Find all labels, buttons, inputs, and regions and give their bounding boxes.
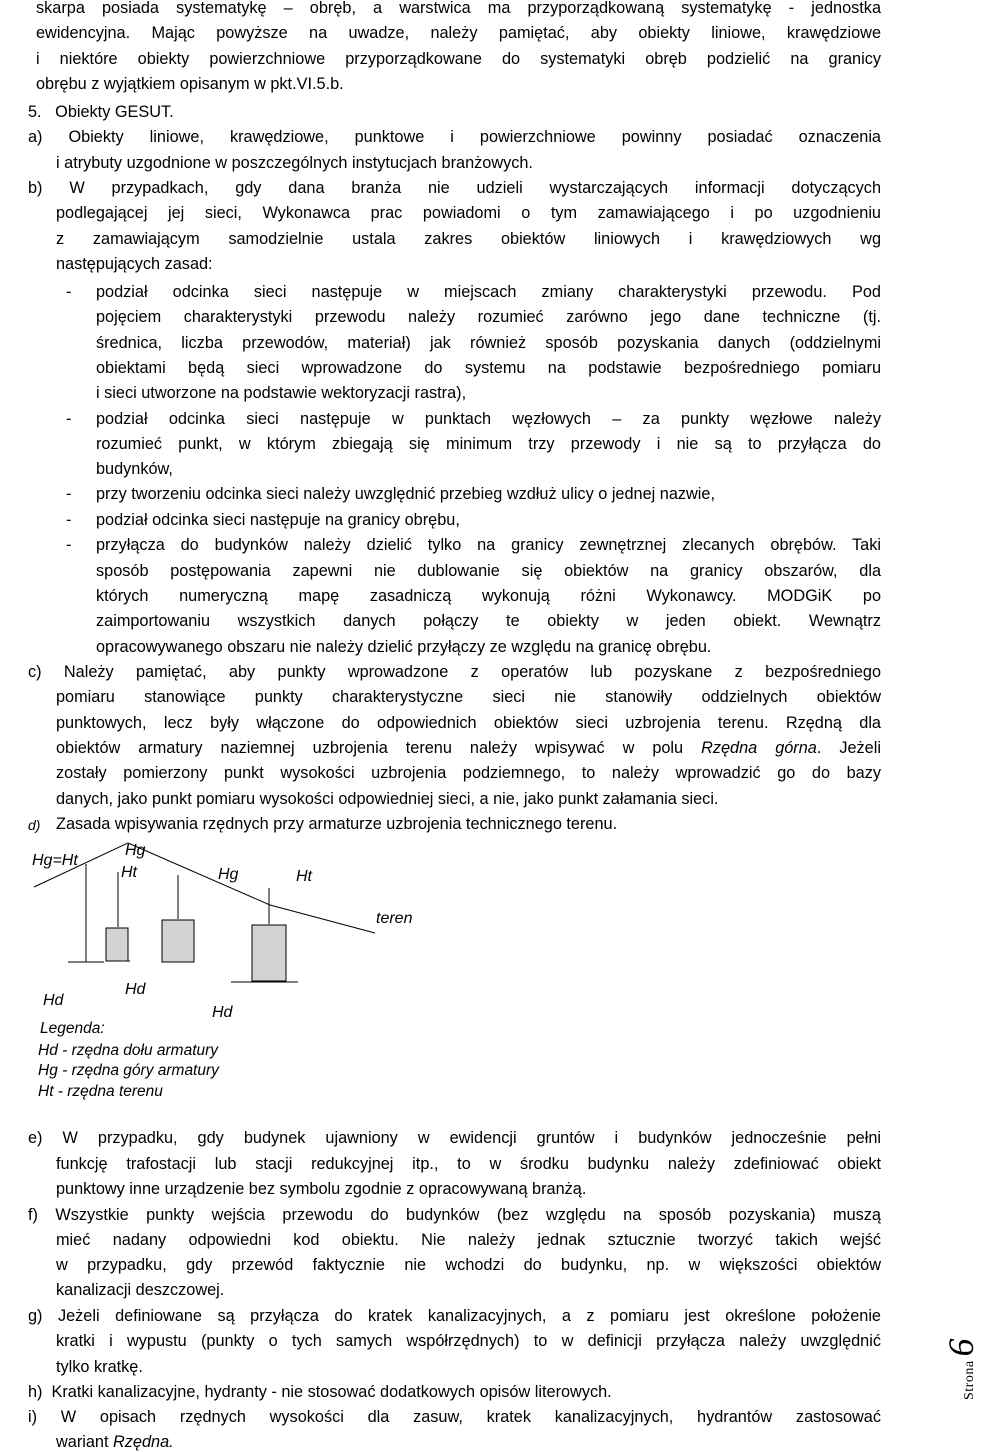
bullet2-line-1: podział odcinka sieci następuje w punktach węzłowych – za punkty węzłowe należy <box>96 410 881 428</box>
bullet3-line-1: przy tworzeniu odcinka sieci należy uwzględnić przebieg wzdłuż ulicy o jednej nazwie, <box>96 485 715 503</box>
bullet1-line-4: obiektami będą sieci wprowadzone do systemu na podstawie bezpośredniego pomiaru <box>96 359 881 377</box>
label-ht: Ht <box>296 868 312 885</box>
item-e-line-1: e) W przypadku, gdy budynek ujawniony w ewidencji gruntów i budynków jednocześnie pełni <box>28 1129 881 1147</box>
item-c-line-3: punktowych, lecz były włączone do odpowiednich obiektów sieci uzbrojenia terenu. Rzędną dla <box>56 714 881 732</box>
label-ht: Ht <box>121 864 137 881</box>
item-f-line-3: w przypadku, gdy przewód faktycznie nie wchodzi do budynku, np. w większości obiektów <box>56 1256 881 1274</box>
bullet5-line-2: sposób postępowania zapewni nie dublowanie się obiektów na granicy obszarów, dla <box>96 562 881 580</box>
bullet1-line-1: podział odcinka sieci następuje w miejscach zmiany charakterystyki przewodu. Pod <box>96 283 881 301</box>
legend-item: Hg - rzędna góry armatury <box>38 1062 219 1079</box>
legend-title: Legenda: <box>40 1020 105 1037</box>
bullet4-line-1: podział odcinka sieci następuje na granicy obrębu, <box>96 511 460 529</box>
item-f-line-2: mieć nadany odpowiedni kod obiektu. Nie należy jednak sztucznie tworzyć takich wejść <box>56 1231 881 1249</box>
intro-line-2: ewidencyjna. Mając powyższe na uwadze, należy pamiętać, aby obiekty liniowe, krawędziowe <box>36 24 881 42</box>
item-e-line-3: punktowy inne urządzenie bez symbolu zgodnie z opracowywaną branżą. <box>56 1180 587 1198</box>
label-hd: Hd <box>43 992 64 1009</box>
item-c-line-6: danych, jako punkt pomiaru wysokości odpowiedniej sieci, a nie, jako punkt załamania sieci. <box>56 790 719 808</box>
item-g-line-2: kratki i wypustu (punkty o tych samych współrzędnych) to w definicji przyłącza należy uwzględnić <box>56 1332 881 1350</box>
bullet1-line-3: średnica, liczba przewodów, materiał) jak również sposób pozyskania danych (oddzielnymi <box>96 334 881 352</box>
legend-item: Hd - rzędna dołu armatury <box>38 1042 219 1059</box>
page-number <box>940 1338 982 1400</box>
intro-line-1: skarpa posiada systematykę – obręb, a warstwica ma przyporządkowaną systematykę - jednostka <box>36 0 881 17</box>
bullet5-line-3: których numeryczną mapę zasadniczą wykonują różni Wykonawcy. MODGiK po <box>96 587 881 605</box>
item-b-line-1: b) W przypadkach, gdy dana branża nie udzieli wystarczających informacji dotyczących <box>28 179 881 197</box>
item-c-line-5: zostały pomierzony punkt wysokości uzbrojenia podziemnego, to należy wprowadzić go do bazy <box>56 764 881 782</box>
intro-line-3: i niektóre obiekty powierzchniowe przyporządkowane do systematyki obręb podzielić na granicy <box>36 50 881 68</box>
item-i-line-2 <box>56 1432 174 1452</box>
item-c-line-2: pomiaru stanowiące punkty charakterystyczne sieci nie stanowiły oddzielnych obiektów <box>56 688 881 706</box>
intro-line-4: obrębu z wyjątkiem opisanym w pkt.VI.5.b. <box>36 75 344 93</box>
item-c-line-4-end: . Jeżeli <box>816 739 881 757</box>
item-d-line-1: Zasada wpisywania rzędnych przy armaturze uzbrojenia technicznego terenu. <box>56 815 618 833</box>
armature-box <box>252 925 286 981</box>
item-c-line-4 <box>56 738 881 758</box>
page-number-value: 6 <box>941 1338 981 1357</box>
item-f-line-4: kanalizacji deszczowej. <box>56 1281 225 1299</box>
bullet-dash: - <box>66 511 72 529</box>
label-hd: Hd <box>212 1004 233 1021</box>
bullet-dash: - <box>66 410 72 428</box>
item-d-letter: d) <box>28 817 41 833</box>
item-i-line-2-text: wariant <box>56 1433 114 1451</box>
bullet2-line-2: rozumieć punkt, w którym zbiegają się minimum trzy przewody i nie są to przyłącza do <box>96 435 881 453</box>
armature-box <box>106 928 128 961</box>
item-c-line-1: c) Należy pamiętać, aby punkty wprowadzone z operatów lub pozyskane z bezpośredniego <box>28 663 881 681</box>
bullet5-line-4: zaimportowaniu wszystkich danych połączy te obiekty w jeden obiekt. Wewnątrz <box>96 612 881 630</box>
item-a-line-2: i atrybuty uzgodnione w poszczególnych instytucjach branżowych. <box>56 154 533 172</box>
legend-item: Ht - rzędna terenu <box>38 1083 163 1100</box>
item-b-line-3: z zamawiającym samodzielnie ustala zakres obiektów liniowych i krawędziowych wg <box>56 230 881 248</box>
item-a-line-1: a) Obiekty liniowe, krawędziowe, punktowe i powierzchniowe powinny posiadać oznaczenia <box>28 128 881 146</box>
item-e-line-2: funkcję trafostacji lub stacji redukcyjnej itp., to w środku budynku należy zdefiniować obiekt <box>56 1155 881 1173</box>
item-i-line-1: i) W opisach rzędnych wysokości dla zasuw, kratek kanalizacyjnych, hydrantów zastosować <box>28 1408 881 1426</box>
bullet-dash: - <box>66 283 72 301</box>
label-hg-eq-ht: Hg=Ht <box>32 852 78 869</box>
bullet5-line-5: opracowywanego obszaru nie należy dzielić przyłączy ze względu na granicę obrębu. <box>96 638 712 656</box>
bullet-dash: - <box>66 485 72 503</box>
item-g-line-1: g) Jeżeli definiowane są przyłącza do kratek kanalizacyjnych, a z pomiaru jest określone położenie <box>28 1307 881 1325</box>
page-number-label: Strona <box>962 1360 977 1400</box>
item-b-line-2: podlegającej jej sieci, Wykonawca prac powiadomi o tym zamawiającego i po uzgodnieniu <box>56 204 881 222</box>
bullet5-line-1: przyłącza do budynków należy dzielić tylko na granicy zewnętrznej zlecanych obrębów. Taki <box>96 536 881 554</box>
item-h-line-1: h) Kratki kanalizacyjne, hydranty - nie stosować dodatkowych opisów literowych. <box>28 1383 612 1401</box>
item-f-line-1: f) Wszystkie punkty wejścia przewodu do budynków (bez względu na sposób pozyskania) muszą <box>28 1206 881 1224</box>
field-name-rzedna-gorna: Rzędna górna <box>701 739 817 757</box>
label-teren: teren <box>376 910 413 927</box>
bullet1-line-5: i sieci utworzone na podstawie wektoryzacji rastra), <box>96 384 467 402</box>
terrain-line <box>128 843 270 905</box>
item-c-line-4-text: obiektów armatury naziemnej uzbrojenia terenu należy wpisywać w polu <box>56 739 702 757</box>
item-g-line-3: tylko kratkę. <box>56 1358 143 1376</box>
bullet1-line-2: pojęciem charakterystyki przewodu należy rozumieć zarówno jego dane techniczne (tj. <box>96 308 881 326</box>
elevation-diagram <box>0 830 500 1120</box>
section-heading: 5. Obiekty GESUT. <box>28 103 174 121</box>
item-b-line-4: następujących zasad: <box>56 255 213 273</box>
bullet-dash: - <box>66 536 72 554</box>
label-hg: Hg <box>125 842 146 859</box>
armature-box <box>162 920 194 962</box>
bullet2-line-3: budynków, <box>96 460 173 478</box>
label-hd: Hd <box>125 981 146 998</box>
field-name-rzedna: Rzędna. <box>113 1433 174 1451</box>
label-hg: Hg <box>218 866 239 883</box>
